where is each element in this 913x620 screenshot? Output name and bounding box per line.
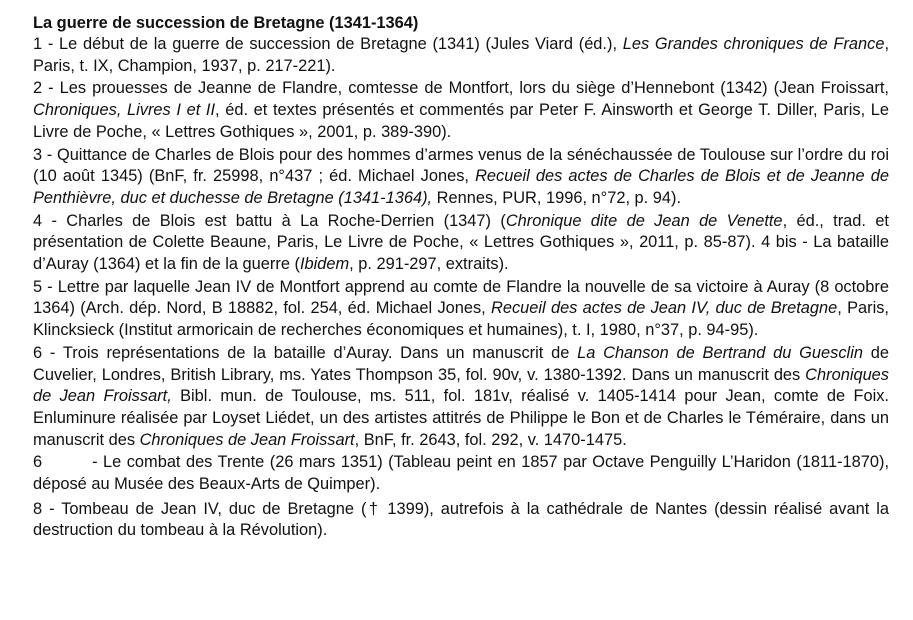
entry-text: 3 - Quittance de Charles de Blois pour des hommes d’armes venus de la sénéchaussée de Toulouse sur l’ordre du roi (10 août 1345) (BnF, fr. 25998, n°437 ; éd. Michael Jones, xyxy=(33,145,889,186)
entry-text: de Cuvelier, Londres, British Library, ms. Yates Thompson 35, fol. 90v, v. 1380-1392. Dans un manuscrit des xyxy=(33,343,889,384)
entry-text: 4 - Charles de Blois est battu à La Roche-Derrien (1347) ( xyxy=(33,211,506,230)
entry-text: Bibl. mun. de Toulouse, ms. 511, fol. 181v, réalisé v. 1405-1414 pour Jean, comte de Foix. Enluminure réalisée par Loyset Liédet, un des artistes attitrés de Philippe le Bon et de Charles le Téméraire, dans un manuscrit des xyxy=(33,387,889,449)
entry-text: - Le combat des Trente (26 mars 1351) (Tableau peint en 1857 par Octave Penguilly L’Haridon (1811-1870), déposé au Musée des Beaux-Arts de Quimper). xyxy=(33,453,889,494)
entry-text: , p. 291-297, extraits). xyxy=(349,255,509,274)
entry-title-italic: Chroniques de Jean Froissart xyxy=(139,430,355,449)
entry-text: 6 - Trois représentations de la bataille d’Auray. Dans un manuscrit de xyxy=(33,343,578,362)
entry-text: , éd., trad. et présentation de Colette Beaune, Paris, Le Livre de Poche, « Lettres Gothiques », 2011, p. 85-87). 4 bis - La bataille d’Auray (1364) et la fin de la guerre ( xyxy=(33,211,889,274)
entry-title-italic: Chronique dite de Jean de Venette xyxy=(505,211,783,230)
entry-list xyxy=(33,34,889,542)
entry-text: 8 - Tombeau de Jean IV, duc de Bretagne († 1399), autrefois à la cathédrale de Nantes (dessin réalisé avant la destruction du tombeau à la Révolution). xyxy=(33,499,889,540)
entry-title-italic: Les Grandes chroniques de France xyxy=(622,35,885,53)
entry-text: , Paris, Klincksieck (Institut armoricain de recherches économiques et humaines), t. I, 1980, n°37, p. 94-95). xyxy=(33,299,889,340)
entry-1 xyxy=(33,34,889,77)
document-title: La guerre de succession de Bretagne (1341-1364) xyxy=(33,14,419,32)
entry-2 xyxy=(33,78,889,143)
entry-8 xyxy=(33,499,889,542)
entry-6 xyxy=(33,343,889,452)
entry-text: , Paris, t. IX, Champion, 1937, p. 217-221). xyxy=(33,35,890,75)
entry-title-italic: Recueil des actes de Jean IV, duc de Bretagne xyxy=(491,299,838,318)
entry-3 xyxy=(33,145,889,210)
entry-text: 2 - Les prouesses de Jeanne de Flandre, comtesse de Montfort, lors du siège d’Hennebont (1342) (Jean Froissart, xyxy=(33,79,889,98)
entry-text: 6 xyxy=(33,453,43,472)
entry-text: 5 - Lettre par laquelle Jean IV de Montfort apprend au comte de Flandre la nouvelle de sa victoire à Auray (8 octobre 1364) (Arch. dép. Nord, B 18882, fol. 254, éd. Michael Jones, xyxy=(33,277,889,318)
entry-text: Rennes, PUR, 1996, n°72, p. 94). xyxy=(432,188,682,207)
entry-title-italic: La Chanson de Bertrand du Guesclin xyxy=(577,343,863,362)
entry-text: 1 - Le début de la guerre de succession de Bretagne (1341) (Jules Viard (éd.), xyxy=(33,35,623,53)
entry-4 xyxy=(33,211,889,276)
entry-text: , BnF, fr. 2643, fol. 292, v. 1470-1475. xyxy=(354,430,627,449)
entry-title-italic: Chroniques de Jean Froissart, xyxy=(33,365,889,406)
entry-text: , éd. et textes présentés et commentés par Peter F. Ainsworth et George T. Diller, Paris, Le Livre de Poche, « Lettres Gothiques », 2001, p. 389-390). xyxy=(33,101,889,141)
entry-5 xyxy=(33,277,889,342)
entry-title-italic: Chroniques, Livres I et II xyxy=(33,101,216,120)
entry-7 xyxy=(33,452,889,495)
entry-title-italic: Ibidem xyxy=(299,255,350,274)
entry-title-italic: Recueil des actes de Charles de Blois et de Jeanne de Penthièvre, duc et duchesse de Bretagne (1341-1364), xyxy=(33,167,890,207)
